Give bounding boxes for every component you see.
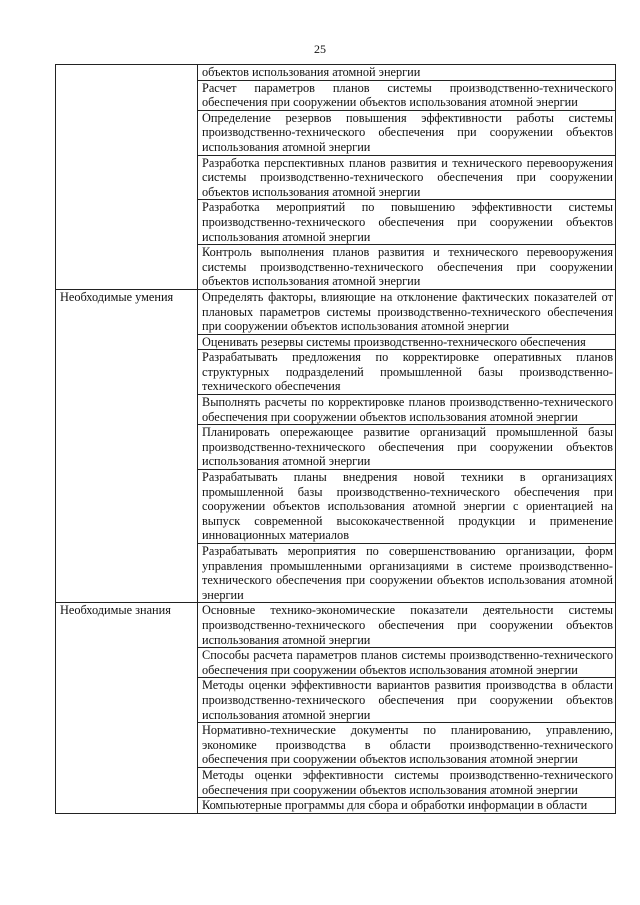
requirement-text: Выполнять расчеты по корректировке планов производственно-технического обеспечения при сооружении объектов использования атомной энергии [198,395,616,425]
requirement-text: Нормативно-технические документы по планированию, управлению, экономике производства в области производственно-технического обеспечения при сооружении объектов использования атомной энергии [198,723,616,768]
requirement-text: Определять факторы, влияющие на отклонение фактических показателей от плановых параметров системы производственно-технического обеспечения при сооружении объектов использования атомной энергии [198,289,616,334]
requirement-text: Определение резервов повышения эффективности работы системы производственно-технического обеспечения при сооружении объектов использования атомной энергии [198,110,616,155]
page-number: 25 [314,42,326,56]
section-label: Необходимые умения [56,289,198,602]
table-row [56,65,616,81]
requirement-text: Разработка мероприятий по повышению эффективности системы производственно-технического обеспечения при сооружении объектов использования атомной энергии [198,200,616,245]
table-row [56,289,616,334]
requirement-text: Разрабатывать предложения по корректировке оперативных планов структурных подразделений промышленной базы производственно-технического обеспечения [198,350,616,395]
requirement-text: Расчет параметров планов системы производственно-технического обеспечения при сооружении объектов использования атомной энергии [198,80,616,110]
requirement-text: Методы оценки эффективности системы производственно-технического обеспечения при сооружении объектов использования атомной энергии [198,767,616,797]
requirement-text: Разработка перспективных планов развития и технического перевооружения системы производственно-технического обеспечения при сооружении объектов использования атомной энергии [198,155,616,200]
requirement-text: Основные технико-экономические показатели деятельности системы производственно-технического обеспечения при сооружении объектов использования атомной энергии [198,603,616,648]
section-label [56,65,198,290]
requirement-text: объектов использования атомной энергии [198,65,616,81]
competency-table [55,64,616,814]
requirement-text: Методы оценки эффективности вариантов развития производства в области производственно-технического обеспечения при сооружении объектов использования атомной энергии [198,678,616,723]
requirement-text: Способы расчета параметров планов системы производственно-технического обеспечения при сооружении объектов использования атомной энергии [198,648,616,678]
section-label: Необходимые знания [56,603,198,813]
requirement-text: Контроль выполнения планов развития и технического перевооружения системы производственно-технического обеспечения при сооружении объектов использования атомной энергии [198,245,616,290]
competency-table-body [56,65,616,814]
table-row [56,603,616,648]
requirement-text: Компьютерные программы для сбора и обработки информации в области [198,798,616,814]
requirement-text: Разрабатывать мероприятия по совершенствованию организации, форм управления промышленными организациями в системе производственно-технического обеспечения при сооружении объектов использования атомной энергии [198,544,616,603]
requirement-text: Оценивать резервы системы производственно-технического обеспечения [198,334,616,350]
requirement-text: Разрабатывать планы внедрения новой техники в организациях промышленной базы производственно-технического обеспечения при сооружении объектов использования атомной энергии с ориентацией на выпуск современной высококачественной продукции и применение инновационных материалов [198,470,616,544]
requirement-text: Планировать опережающее развитие организаций промышленной базы производственно-технического обеспечения при сооружении объектов использования атомной энергии [198,425,616,470]
